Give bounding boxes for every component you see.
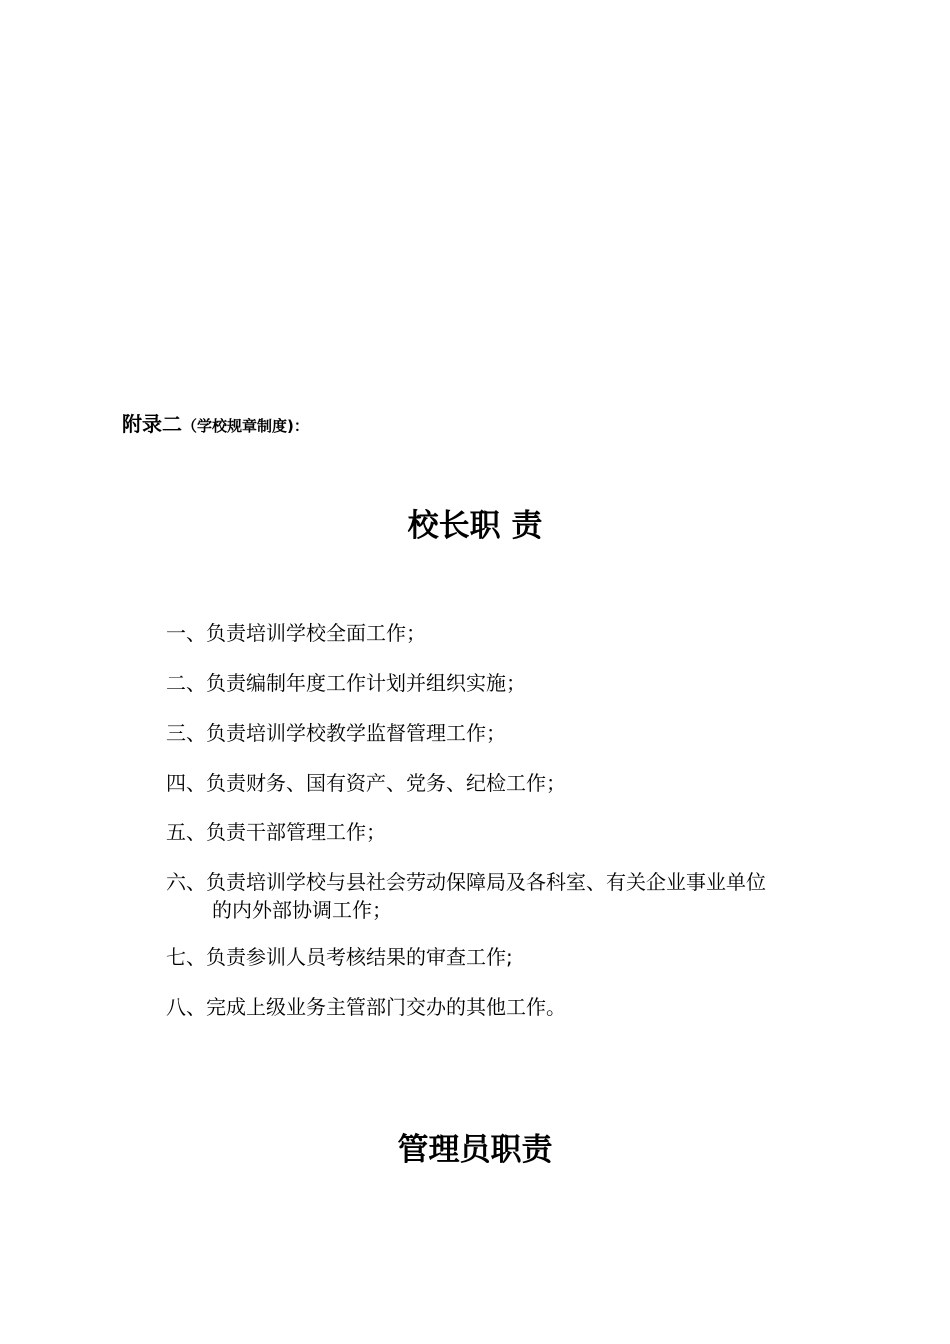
- duty-item-text: 一、负责培训学校全面工作；: [166, 621, 426, 645]
- duty-item-text: 八、完成上级业务主管部门交办的其他工作。: [166, 995, 566, 1019]
- appendix-heading: [122, 408, 309, 437]
- duty-item-continuation: 的内外部协调工作；: [212, 898, 392, 922]
- duty-item: [166, 818, 386, 846]
- appendix-label: 附录二: [122, 412, 182, 436]
- duty-item: [166, 769, 566, 797]
- duty-item-text: 三、负责培训学校教学监督管理工作；: [166, 721, 506, 745]
- duty-item-text: 七、负责参训人员考核结果的审查工作;: [166, 945, 513, 969]
- duty-item: [166, 719, 506, 747]
- duty-item: [166, 943, 513, 971]
- duty-item-text: 四、负责财务、国有资产、党务、纪检工作；: [166, 771, 566, 795]
- section-title-principal-duties: 校长职 责: [407, 508, 543, 544]
- duty-item: [166, 868, 766, 924]
- duty-item: [166, 993, 566, 1021]
- duty-item-text: 六、负责培训学校与县社会劳动保障局及各科室、有关企业事业单位: [166, 870, 766, 894]
- appendix-note: （学校规章制度)：: [182, 417, 309, 435]
- duty-item: [166, 619, 426, 647]
- duty-item-text: 二、负责编制年度工作计划并组织实施；: [166, 671, 526, 695]
- duty-item-text: 五、负责干部管理工作；: [166, 820, 386, 844]
- section-title-administrator-duties: 管理员职责: [397, 1132, 553, 1168]
- duty-item: [166, 669, 526, 697]
